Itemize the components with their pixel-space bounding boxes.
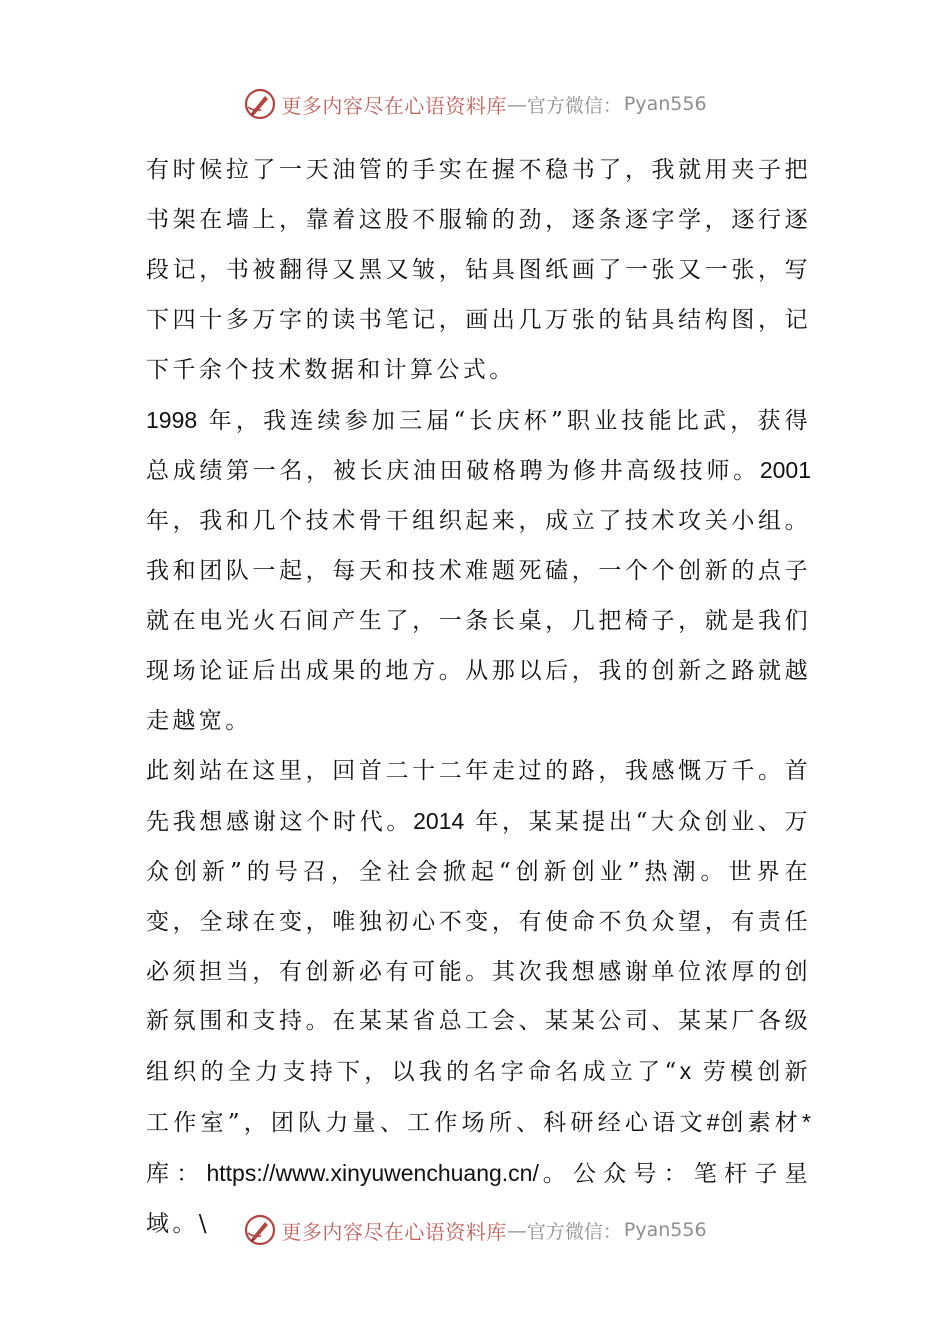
- watermark-dash: —: [506, 92, 527, 116]
- watermark-wechat-id: Pyan556: [623, 1219, 707, 1241]
- watermark-sub-text: 官方微信：: [526, 1220, 622, 1243]
- watermark-wechat-id: Pyan556: [623, 93, 707, 115]
- text-segment: #: [706, 1109, 720, 1136]
- text-segment: 2014: [413, 807, 465, 834]
- paragraph-2: [146, 396, 811, 747]
- text-segment: 年，我连续参加三届“长庆杯”职业技能比武，获得总成绩第一名，被长庆油田破格聘为修井高级技师。: [146, 407, 811, 485]
- text-segment: x: [679, 1058, 692, 1085]
- watermark-main-text: 更多内容尽在心语资料库: [281, 93, 507, 118]
- header-watermark: [0, 84, 950, 124]
- text-segment: 1998: [146, 406, 198, 433]
- pen-logo-icon: [243, 87, 277, 121]
- text-segment: https://www.xinyuwenchuang.cn/: [206, 1160, 539, 1187]
- text-segment: 。公众号：笔杆子星域。\: [146, 1161, 811, 1238]
- watermark-main-text: 更多内容尽在心语资料库: [281, 1219, 507, 1244]
- pen-logo-icon: [243, 1213, 277, 1247]
- text-segment: 此刻站在这里，回首二十二年走过的路，我感慨万千。首先我想感谢这个时代。: [146, 757, 811, 835]
- text-segment: 劳模创新工作室”，团队力量、工作场所、科研经心语文: [146, 1059, 812, 1137]
- text-segment: 有时候拉了一天油管的手实在握不稳书了，我就用夹子把书架在墙上，靠着这股不服输的劲，逐条逐字学，逐行逐段记，书被翻得又黑又皱，钻具图纸画了一张又一张，写下四十多万字的读书笔记，画出几万张的钻具结构图，记下千余个技术数据和计算公式。: [146, 157, 811, 383]
- watermark-sub-text: 官方微信：: [526, 94, 622, 117]
- paragraph-1: [146, 146, 811, 396]
- watermark-dash: —: [506, 1218, 527, 1242]
- text-segment: *: [802, 1109, 811, 1136]
- text-segment: 2001: [759, 457, 811, 484]
- text-segment: 库：: [146, 1161, 207, 1188]
- paragraph-3: [146, 747, 811, 1250]
- footer-watermark: [0, 1210, 950, 1250]
- text-segment: 创素材: [719, 1110, 803, 1137]
- text-segment: 年，我和几个技术骨干组织起来，成立了技术攻关小组。我和团队一起，每天和技术难题死磕，一个个创新的点子就在电光火石间产生了，一条长桌，几把椅子，就是我们现场论证后出成果的地方。从那以后，我的创新之路就越走越宽。: [146, 508, 811, 734]
- document-body: [146, 146, 811, 1250]
- text-segment: 年，某某提出“大众创业、万众创新”的号召，全社会掀起“创新创业”热潮。世界在变，全球在变，唯独初心不变，有使命不负众望，有责任必须担当，有创新必有可能。其次我想感谢单位浓厚的创新氛围和支持。在某某省总工会、某某公司、某某厂各级组织的全力支持下，以我的名字命名成立了“: [146, 808, 812, 1086]
